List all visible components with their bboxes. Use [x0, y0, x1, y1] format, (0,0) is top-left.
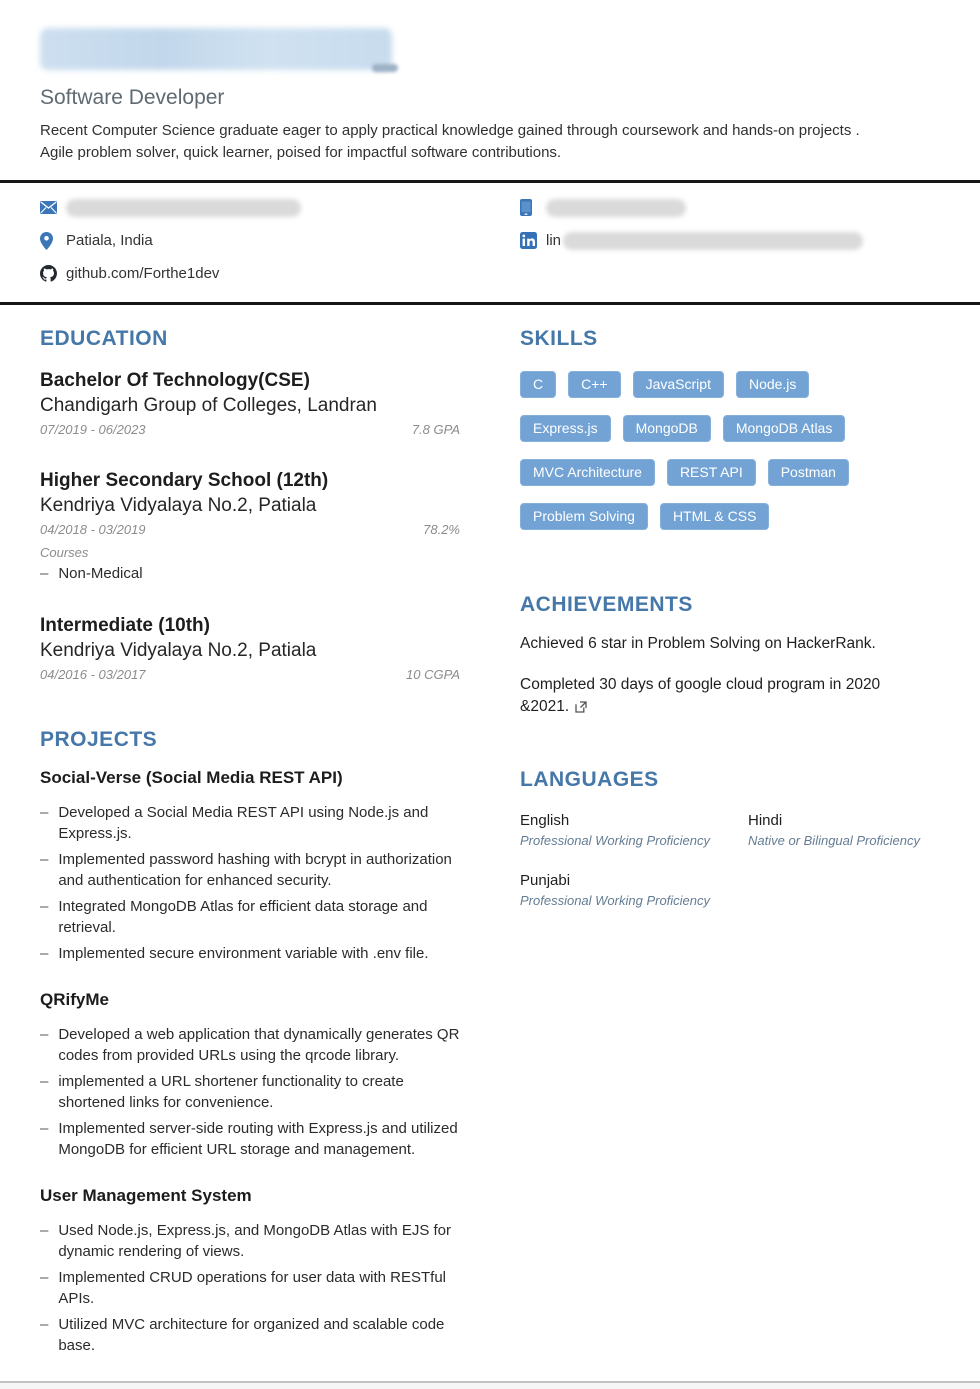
dash-bullet-icon: – — [40, 565, 49, 582]
language-item — [520, 812, 748, 848]
language-proficiency: Native or Bilingual Proficiency — [748, 833, 920, 848]
skill-badge: Problem Solving — [520, 503, 648, 530]
resume-body — [0, 305, 980, 1356]
school-name: Kendriya Vidyalaya No.2, Patiala — [40, 640, 317, 661]
project-bullet — [40, 896, 460, 938]
left-column — [40, 327, 460, 1356]
project-bullet-text: Integrated MongoDB Atlas for efficient data storage and retrieval. — [58, 898, 428, 936]
achievements-section-title: ACHIEVEMENTS — [520, 593, 693, 616]
skill-badge: MongoDB Atlas — [723, 415, 846, 442]
skill-badge: HTML & CSS — [660, 503, 770, 530]
course-item — [40, 565, 460, 582]
name-redaction-mark — [372, 64, 398, 72]
degree-title: Bachelor Of Technology(CSE) — [40, 370, 310, 391]
project-bullet-text: Used Node.js, Express.js, and MongoDB Atlas with EJS for dynamic rendering of views. — [58, 1222, 452, 1260]
project-bullet-text: Implemented password hashing with bcrypt in authorization and authentication for enhanced security. — [58, 851, 452, 889]
skill-badge: MongoDB — [623, 415, 711, 442]
linkedin-redacted — [563, 232, 863, 250]
dash-bullet-icon: – — [40, 1269, 49, 1286]
github-link[interactable]: github.com/Forthe1dev — [66, 265, 220, 282]
education-entries — [40, 369, 460, 682]
skills-section — [520, 327, 940, 547]
education-section-title: EDUCATION — [40, 327, 168, 350]
project-entry — [40, 1186, 460, 1356]
dash-bullet-icon: – — [40, 1026, 49, 1043]
linkedin-link-prefix[interactable]: lin — [546, 232, 562, 249]
project-bullet — [40, 1071, 460, 1113]
location-text: Patiala, India — [66, 232, 153, 249]
education-score: 78.2% — [423, 522, 460, 537]
project-bullet — [40, 1024, 460, 1066]
skill-badge: JavaScript — [633, 371, 724, 398]
linkedin-icon — [520, 232, 546, 249]
dash-bullet-icon: – — [40, 945, 49, 962]
skills-section-title: SKILLS — [520, 327, 598, 350]
project-title: Social-Verse (Social Media REST API) — [40, 768, 343, 787]
contact-phone-row — [520, 191, 940, 224]
contact-email-row — [40, 191, 520, 224]
project-bullet-text: Implemented server-side routing with Express.js and utilized MongoDB for efficient URL storage and management. — [58, 1120, 458, 1158]
achievement-item: Achieved 6 star in Problem Solving on HackerRank. — [520, 635, 876, 652]
project-bullet-text: Developed a Social Media REST API using Node.js and Express.js. — [58, 804, 429, 842]
project-bullet-text: Developed a web application that dynamically generates QR codes from provided URLs using the qrcode library. — [58, 1026, 460, 1064]
achievement-item: Completed 30 days of google cloud program in 2020 &2021. — [520, 676, 881, 715]
degree-title: Higher Secondary School (12th) — [40, 470, 329, 491]
candidate-name-redacted — [40, 26, 940, 76]
envelope-icon — [40, 201, 66, 214]
contact-linkedin-row[interactable] — [520, 224, 940, 257]
skill-badge: Express.js — [520, 415, 611, 442]
project-bullet — [40, 1314, 460, 1356]
languages-grid — [520, 812, 940, 908]
summary-text: Recent Computer Science graduate eager to apply practical knowledge gained through coursework and hands-on projects . Agile problem solver, quick learner, poised for impactful software contributions. — [40, 122, 860, 161]
education-meta — [40, 422, 460, 437]
phone-redacted — [546, 199, 686, 217]
project-bullet-text: implemented a URL shortener functionality to create shortened links for convenience. — [58, 1073, 404, 1111]
project-bullet — [40, 1220, 460, 1262]
language-name: Punjabi — [520, 872, 571, 889]
page-end-margin — [0, 1383, 980, 1389]
language-proficiency: Professional Working Proficiency — [520, 893, 711, 908]
resume-header — [0, 0, 980, 164]
language-proficiency: Professional Working Proficiency — [520, 833, 711, 848]
project-entry — [40, 990, 460, 1160]
external-link-icon[interactable] — [575, 701, 587, 713]
dash-bullet-icon: – — [40, 1222, 49, 1239]
education-score: 7.8 GPA — [411, 422, 460, 437]
project-entry — [40, 768, 460, 964]
education-entry — [40, 469, 460, 582]
achievements-section — [520, 593, 940, 718]
skill-badge: C — [520, 371, 556, 398]
education-score: 10 CGPA — [406, 667, 460, 682]
language-item — [748, 812, 940, 848]
projects-section — [40, 728, 460, 1356]
location-pin-icon — [40, 232, 66, 250]
education-section — [40, 327, 460, 682]
contact-github-row[interactable] — [40, 257, 520, 290]
languages-section — [520, 768, 940, 908]
project-bullet-text: Utilized MVC architecture for organized and scalable code base. — [58, 1316, 445, 1354]
project-title: QRifyMe — [40, 990, 109, 1009]
skill-badge: Node.js — [736, 371, 809, 398]
contact-left-column — [40, 191, 520, 290]
name-redaction-blur — [40, 28, 392, 70]
contact-right-column — [520, 191, 940, 290]
courses-label: Courses — [40, 545, 89, 560]
education-dates: 04/2018 - 03/2019 — [40, 522, 146, 537]
achievements-list — [520, 633, 940, 718]
dash-bullet-icon: – — [40, 851, 49, 868]
skill-badge: C++ — [568, 371, 620, 398]
education-meta — [40, 667, 460, 682]
language-item — [520, 872, 748, 908]
education-entry — [40, 369, 460, 437]
dash-bullet-icon: – — [40, 804, 49, 821]
projects-list — [40, 768, 460, 1356]
project-bullet-text: Implemented secure environment variable with .env file. — [58, 945, 429, 962]
education-meta — [40, 522, 460, 537]
course-name: Non-Medical — [58, 565, 143, 582]
skill-badge: MVC Architecture — [520, 459, 655, 486]
dash-bullet-icon: – — [40, 1120, 49, 1137]
project-bullet — [40, 1267, 460, 1309]
dash-bullet-icon: – — [40, 898, 49, 915]
project-bullet — [40, 1118, 460, 1160]
language-name: English — [520, 812, 570, 829]
languages-section-title: LANGUAGES — [520, 768, 659, 791]
projects-section-title: PROJECTS — [40, 728, 158, 751]
dash-bullet-icon: – — [40, 1073, 49, 1090]
project-bullet-text: Implemented CRUD operations for user data with RESTful APIs. — [58, 1269, 447, 1307]
github-icon — [40, 265, 66, 282]
language-name: Hindi — [748, 812, 783, 829]
degree-title: Intermediate (10th) — [40, 615, 210, 636]
project-bullet — [40, 943, 460, 964]
project-title: User Management System — [40, 1186, 252, 1205]
school-name: Chandigarh Group of Colleges, Landran — [40, 395, 377, 416]
project-bullet — [40, 802, 460, 844]
education-dates: 04/2016 - 03/2017 — [40, 667, 146, 682]
dash-bullet-icon: – — [40, 1316, 49, 1333]
skill-badge: Postman — [768, 459, 849, 486]
job-title: Software Developer — [40, 86, 225, 109]
education-entry — [40, 614, 460, 682]
skill-badge: REST API — [667, 459, 756, 486]
email-redacted — [66, 199, 301, 217]
phone-icon — [520, 199, 546, 216]
school-name: Kendriya Vidyalaya No.2, Patiala — [40, 495, 317, 516]
skills-badges — [520, 371, 920, 547]
right-column — [520, 327, 940, 1356]
education-dates: 07/2019 - 06/2023 — [40, 422, 146, 437]
contact-section — [0, 183, 980, 300]
contact-location-row — [40, 224, 520, 257]
project-bullet — [40, 849, 460, 891]
